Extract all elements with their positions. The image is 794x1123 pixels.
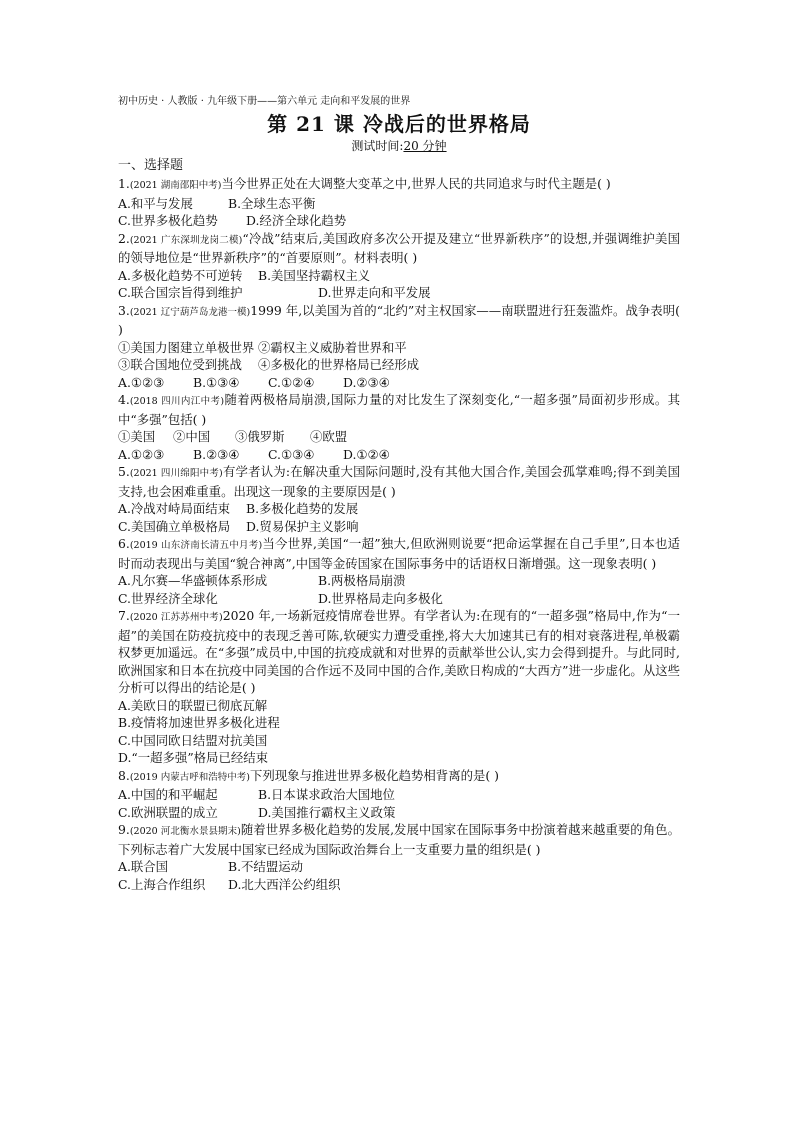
question-source: (2018 四川内江中考): [129, 396, 225, 407]
item-4: ④欧盟: [310, 429, 348, 444]
question-text: 随着两极格局崩溃,国际力量的对比发生了深刻变化,“一超多强”局面初步形成。其中“多强”包括( ): [118, 392, 681, 427]
question-text: 当今世界正处在大调整大变革之中,世界人民的共同追求与时代主题是( ): [221, 176, 611, 191]
option-row: [118, 572, 680, 590]
option-row: [118, 212, 680, 230]
question-stem: [118, 302, 680, 339]
option-a: A.多极化趋势不可逆转: [118, 267, 243, 283]
item-4: ④多极化的世界格局已经形成: [258, 357, 420, 372]
option-c: C.美国确立单极格局: [118, 518, 231, 534]
worksheet-page: [118, 95, 680, 893]
question-text: 当今世界,美国“一超”独大,但欧洲则说要“把命运掌握在自己手里”,日本也适时而动表现出与美国“貌合神离”,中国等金砖国家在国际事务中的话语权日渐增强。这一现象表明( ): [118, 536, 680, 571]
question-1: [118, 175, 680, 230]
question-number: 6.: [118, 536, 130, 551]
item-row: [118, 356, 680, 374]
course-line: 初中历史 · 人教版 · 九年级下册——第六单元 走向和平发展的世界: [118, 96, 411, 107]
question-source: (2021 湖南邵阳中考): [129, 180, 222, 191]
option-c: C.世界经济全球化: [118, 590, 218, 606]
option-row: [118, 786, 680, 804]
question-number: 8.: [118, 767, 130, 783]
option-c: C.上海合作组织: [118, 876, 206, 892]
option-b: B.日本谋求政治大国地位: [258, 787, 395, 802]
question-number: 1.: [118, 176, 130, 191]
section-title: 一、选择题: [118, 158, 184, 173]
question-stem: [118, 821, 680, 858]
option-c: C.联合国宗旨得到维护: [118, 285, 243, 300]
question-number: 9.: [118, 822, 130, 837]
question-number: 7.: [118, 608, 130, 623]
option-b: B.两极格局崩溃: [318, 573, 406, 588]
option-c: C.①②④: [268, 374, 315, 390]
question-source: (2020 江苏苏州中考): [129, 612, 223, 623]
question-text: 下列现象与推进世界多极化趋势相背离的是( ): [249, 767, 499, 783]
question-text: “冷战”结束后,美国政府多次公开提及建立“世界新秩序”的设想,并强调维护美国的领导地位是“世界新秩序”的“首要原则”。材料表明( ): [118, 230, 681, 265]
test-time-value: 20 分钟: [403, 139, 447, 153]
option-d: D.贸易保护主义影响: [246, 518, 359, 534]
option-b: B.①③④: [193, 374, 240, 390]
test-time-label: 测试时间:: [351, 139, 404, 153]
question-source: (2020 河北衡水景县期末): [129, 826, 241, 837]
item-1: ①美国: [118, 429, 156, 444]
question-stem: [118, 463, 680, 500]
item-1: ①美国力图建立单极世界: [118, 339, 255, 355]
option-b: B.不结盟运动: [228, 859, 303, 874]
option-row: [118, 195, 680, 213]
question-text: 随着世界多极化趋势的发展,发展中国家在国际事务中扮演着越来越重要的角色。下列标志着广大发展中国家已经成为国际政治舞台上一支重要力量的组织是( ): [118, 822, 680, 857]
option-row: [118, 804, 680, 822]
option-a: A.联合国: [118, 859, 169, 874]
option-d: D.“一超多强”格局已经结束: [118, 750, 269, 765]
item-3: ③俄罗斯: [235, 429, 285, 444]
option-a: A.①②③: [118, 374, 165, 390]
option-d: D.①②④: [343, 446, 390, 462]
option-d: D.北大西洋公约组织: [228, 876, 341, 892]
question-2: [118, 230, 680, 302]
option-row: [118, 858, 680, 876]
test-time: [118, 137, 680, 155]
question-4: [118, 391, 680, 463]
option-b: B.②③④: [193, 446, 240, 462]
question-source: (2019 内蒙古呼和浩特中考): [129, 771, 250, 783]
option-c: C.世界多极化趋势: [118, 213, 218, 228]
option-d: D.②③④: [343, 374, 390, 390]
option-d: D.世界走向和平发展: [318, 285, 431, 300]
option-a: A.美欧日的联盟已彻底瓦解: [118, 697, 268, 713]
option-c: C.①③④: [268, 446, 315, 462]
question-source: (2021 四川绵阳中考): [129, 468, 223, 479]
question-stem: [118, 175, 680, 195]
item-2: ②中国: [173, 429, 211, 444]
question-stem: [118, 607, 680, 697]
option-row: [118, 518, 680, 536]
option-row: [118, 500, 680, 518]
lesson-title: 第 21 课 冷战后的世界格局: [267, 112, 531, 136]
question-9: [118, 821, 680, 893]
question-6: [118, 535, 680, 607]
question-source: (2021 辽宁葫芦岛龙港一模): [129, 306, 251, 318]
option-a: A.中国的和平崛起: [118, 787, 218, 802]
option-row: [118, 732, 680, 750]
option-d: D.美国推行霸权主义政策: [258, 804, 396, 820]
question-number: 2.: [118, 230, 130, 246]
option-row: [118, 446, 680, 464]
option-row: [118, 284, 680, 302]
option-b: B.疫情将加速世界多极化进程: [118, 715, 280, 730]
item-3: ③联合国地位受到挑战: [118, 357, 242, 372]
option-row: [118, 697, 680, 715]
option-b: B.美国坚持霸权主义: [258, 267, 371, 283]
question-text: 1999 年,以美国为首的“北约”对主权国家——南联盟进行狂轰滥炸。战争表明( ): [118, 302, 680, 337]
option-b: B.多极化趋势的发展: [246, 501, 359, 516]
option-a: A.①②③: [118, 446, 165, 462]
item-row: [118, 428, 680, 446]
item-row: [118, 339, 680, 357]
item-2: ②霸权主义威胁着世界和平: [258, 339, 407, 355]
question-number: 4.: [118, 392, 130, 407]
option-a: A.凡尔赛—华盛顿体系形成: [118, 573, 268, 588]
option-row: [118, 749, 680, 767]
option-d: D.经济全球化趋势: [246, 213, 347, 228]
question-8: [118, 767, 680, 822]
question-text: 2020 年,一场新冠疫情席卷世界。有学者认为:在现有的“一超多强”格局中,作为“一超”的美国在防疫抗疫中的表现乏善可陈,软硬实力遭受重挫,将大大加速其已有的相对衰落进程,单极霸权梦更加遥远。在“多强”成员中,中国的抗疫成就和对世界的贡献举世公认,实力会得到提升。与此同时,欧洲国家和日本在抗疫中同美国的合作远不及同中国的合作,美欧日构成的“大西方”进一步虚化。从这些分析可以得出的结论是( ): [118, 608, 681, 695]
option-d: D.世界格局走向多极化: [318, 590, 443, 606]
question-stem: [118, 391, 680, 428]
option-row: [118, 267, 680, 285]
option-a: A.冷战对峙局面结束: [118, 501, 231, 516]
option-a: A.和平与发展: [118, 195, 193, 211]
option-row: [118, 876, 680, 894]
question-source: (2019 山东济南长清五中月考): [129, 540, 263, 551]
question-text: 有学者认为:在解决重大国际问题时,没有其他大国合作,美国会孤掌难鸣;得不到美国支持,也会困难重重。出现这一现象的主要原因是( ): [118, 464, 681, 499]
option-b: B.全球生态平衡: [228, 195, 316, 211]
question-number: 5.: [118, 464, 130, 479]
question-5: [118, 463, 680, 535]
question-3: [118, 302, 680, 392]
question-number: 3.: [118, 302, 130, 318]
option-row: [118, 590, 680, 608]
option-c: C.欧洲联盟的成立: [118, 804, 218, 820]
question-stem: [118, 767, 680, 787]
option-row: [118, 374, 680, 392]
question-7: [118, 607, 680, 767]
option-c: C.中国同欧日结盟对抗美国: [118, 732, 268, 748]
question-stem: [118, 230, 680, 267]
option-row: [118, 714, 680, 732]
question-stem: [118, 535, 680, 572]
question-source: (2021 广东深圳龙岗二模): [129, 234, 243, 246]
